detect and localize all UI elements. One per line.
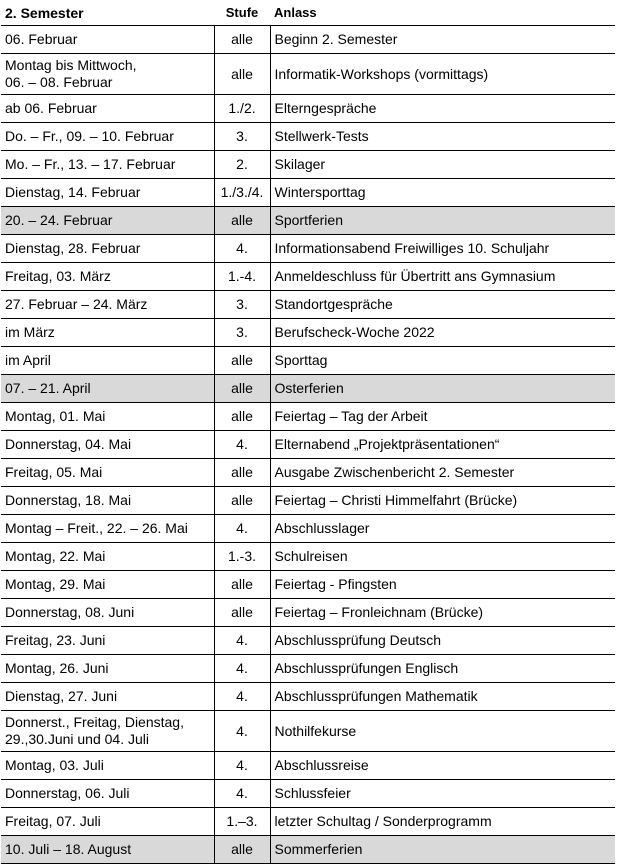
- table-row: [1, 543, 615, 571]
- table-row: [1, 655, 615, 683]
- anlass-cell: Informatik-Workshops (vormittags): [270, 54, 615, 95]
- table-row: [1, 54, 615, 95]
- table-row: [1, 123, 615, 151]
- date-cell: Freitag, 05. Mai: [1, 459, 214, 487]
- stufe-cell: alle: [214, 459, 270, 487]
- anlass-cell: Schulreisen: [270, 543, 615, 571]
- stufe-cell: alle: [214, 54, 270, 95]
- anlass-cell: Elternabend „Projektpräsentationen“: [270, 431, 615, 459]
- date-cell: Do. – Fr., 09. – 10. Februar: [1, 123, 214, 151]
- table-row: [1, 207, 615, 235]
- date-cell: Montag, 29. Mai: [1, 571, 214, 599]
- anlass-cell: Osterferien: [270, 375, 615, 403]
- table-row: [1, 515, 615, 543]
- table-row: [1, 752, 615, 780]
- table-row: [1, 235, 615, 263]
- date-cell: Montag, 26. Juni: [1, 655, 214, 683]
- date-line-2: 06. – 08. Februar: [5, 74, 113, 90]
- table-row: [1, 26, 615, 54]
- schedule-rows: [1, 26, 615, 864]
- anlass-cell: Sporttag: [270, 347, 615, 375]
- table-row: [1, 431, 615, 459]
- date-cell: Dienstag, 28. Februar: [1, 235, 214, 263]
- anlass-cell: Sportferien: [270, 207, 615, 235]
- stufe-cell: 1./3./4.: [214, 179, 270, 207]
- stufe-cell: 4.: [214, 655, 270, 683]
- stufe-cell: alle: [214, 26, 270, 54]
- date-cell: [1, 711, 214, 752]
- date-cell: Mo. – Fr., 13. – 17. Februar: [1, 151, 214, 179]
- table-row: [1, 627, 615, 655]
- anlass-cell: Beginn 2. Semester: [270, 26, 615, 54]
- stufe-cell: 3.: [214, 291, 270, 319]
- semester-schedule-table: [1, 0, 615, 864]
- table-row: [1, 375, 615, 403]
- date-cell: Freitag, 07. Juli: [1, 808, 214, 836]
- table-row: [1, 319, 615, 347]
- table-row: [1, 711, 615, 752]
- anlass-cell: letzter Schultag / Sonderprogramm: [270, 808, 615, 836]
- stufe-cell: alle: [214, 487, 270, 515]
- date-cell: 10. Juli – 18. August: [1, 836, 214, 864]
- stufe-cell: 4.: [214, 711, 270, 752]
- anlass-cell: Wintersporttag: [270, 179, 615, 207]
- stufe-cell: 1.-3.: [214, 543, 270, 571]
- anlass-cell: Abschlussprüfung Deutsch: [270, 627, 615, 655]
- table-row: [1, 263, 615, 291]
- date-cell: 27. Februar – 24. März: [1, 291, 214, 319]
- anlass-cell: Abschlusslager: [270, 515, 615, 543]
- table-row: [1, 487, 615, 515]
- stufe-cell: 4.: [214, 752, 270, 780]
- anlass-cell: Feiertag – Fronleichnam (Brücke): [270, 599, 615, 627]
- date-cell: Donnerstag, 18. Mai: [1, 487, 214, 515]
- table-header-row: [1, 0, 615, 26]
- table-row: [1, 95, 615, 123]
- anlass-cell: Stellwerk-Tests: [270, 123, 615, 151]
- stufe-cell: alle: [214, 403, 270, 431]
- date-line-1: Montag bis Mittwoch,: [5, 57, 137, 73]
- anlass-cell: Abschlussprüfungen Englisch: [270, 655, 615, 683]
- table-row: [1, 780, 615, 808]
- date-cell: Donnerstag, 04. Mai: [1, 431, 214, 459]
- stufe-cell: 4.: [214, 515, 270, 543]
- date-cell: Montag, 22. Mai: [1, 543, 214, 571]
- stufe-cell: 1.-4.: [214, 263, 270, 291]
- anlass-cell: Skilager: [270, 151, 615, 179]
- stufe-cell: alle: [214, 836, 270, 864]
- date-cell: Dienstag, 27. Juni: [1, 683, 214, 711]
- table-row: [1, 459, 615, 487]
- date-cell: im März: [1, 319, 214, 347]
- stufe-cell: 4.: [214, 627, 270, 655]
- stufe-cell: alle: [214, 347, 270, 375]
- stufe-cell: 4.: [214, 683, 270, 711]
- date-cell: Donnerstag, 06. Juli: [1, 780, 214, 808]
- stufe-cell: 3.: [214, 319, 270, 347]
- table-row: [1, 151, 615, 179]
- stufe-cell: alle: [214, 375, 270, 403]
- anlass-cell: Abschlussprüfungen Mathematik: [270, 683, 615, 711]
- date-line-2: 29.,30.Juni und 04. Juli: [5, 731, 149, 747]
- anlass-cell: Nothilfekurse: [270, 711, 615, 752]
- stufe-cell: 3.: [214, 123, 270, 151]
- table-row: [1, 683, 615, 711]
- table-row: [1, 571, 615, 599]
- anlass-cell: Sommerferien: [270, 836, 615, 864]
- table-row: [1, 347, 615, 375]
- stufe-column-header: Stufe: [214, 0, 270, 26]
- anlass-column-header: Anlass: [270, 0, 615, 26]
- date-cell: Dienstag, 14. Februar: [1, 179, 214, 207]
- anlass-cell: Anmeldeschluss für Übertritt ans Gymnasium: [270, 263, 615, 291]
- anlass-cell: Abschlussreise: [270, 752, 615, 780]
- anlass-cell: Informationsabend Freiwilliges 10. Schuljahr: [270, 235, 615, 263]
- anlass-cell: Feiertag – Tag der Arbeit: [270, 403, 615, 431]
- anlass-cell: Standortgespräche: [270, 291, 615, 319]
- stufe-cell: 1./2.: [214, 95, 270, 123]
- anlass-cell: Berufscheck-Woche 2022: [270, 319, 615, 347]
- anlass-cell: Ausgabe Zwischenbericht 2. Semester: [270, 459, 615, 487]
- date-cell: ab 06. Februar: [1, 95, 214, 123]
- anlass-cell: Elterngespräche: [270, 95, 615, 123]
- date-cell: [1, 54, 214, 95]
- anlass-cell: Feiertag - Pfingsten: [270, 571, 615, 599]
- date-cell: Donnerstag, 08. Juni: [1, 599, 214, 627]
- date-cell: 06. Februar: [1, 26, 214, 54]
- date-cell: Montag, 01. Mai: [1, 403, 214, 431]
- date-cell: im April: [1, 347, 214, 375]
- table-row: [1, 808, 615, 836]
- stufe-cell: alle: [214, 207, 270, 235]
- date-cell: Freitag, 03. März: [1, 263, 214, 291]
- table-row: [1, 836, 615, 864]
- table-row: [1, 179, 615, 207]
- stufe-cell: 4.: [214, 235, 270, 263]
- anlass-cell: Schlussfeier: [270, 780, 615, 808]
- date-cell: 20. – 24. Februar: [1, 207, 214, 235]
- date-cell: Montag, 03. Juli: [1, 752, 214, 780]
- stufe-cell: 1.–3.: [214, 808, 270, 836]
- table-row: [1, 403, 615, 431]
- date-cell: Freitag, 23. Juni: [1, 627, 214, 655]
- table-row: [1, 291, 615, 319]
- anlass-cell: Feiertag – Christi Himmelfahrt (Brücke): [270, 487, 615, 515]
- semester-heading: 2. Semester: [1, 0, 214, 26]
- stufe-cell: alle: [214, 599, 270, 627]
- table-row: [1, 599, 615, 627]
- date-line-1: Donnerst., Freitag, Dienstag,: [5, 714, 184, 730]
- stufe-cell: 2.: [214, 151, 270, 179]
- stufe-cell: 4.: [214, 431, 270, 459]
- stufe-cell: 4.: [214, 780, 270, 808]
- date-cell: 07. – 21. April: [1, 375, 214, 403]
- date-cell: Montag – Freit., 22. – 26. Mai: [1, 515, 214, 543]
- stufe-cell: alle: [214, 571, 270, 599]
